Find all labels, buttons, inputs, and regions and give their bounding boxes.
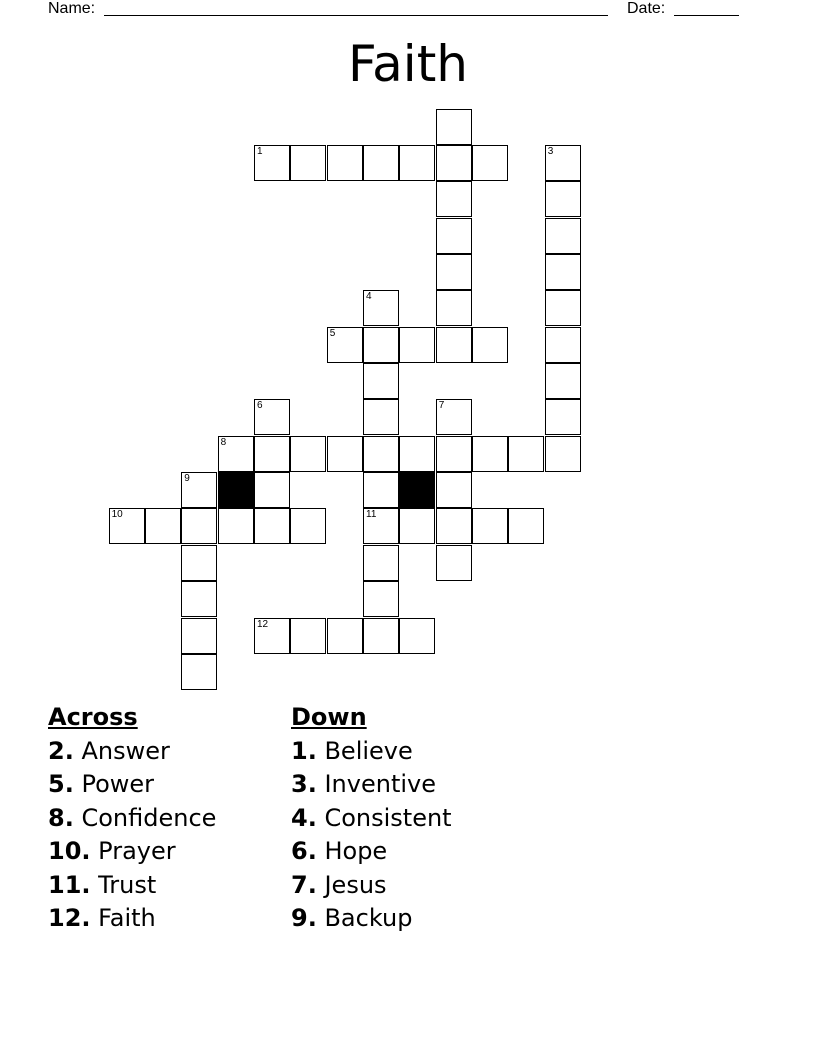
crossword-cell[interactable] [545, 436, 581, 472]
crossword-cell[interactable] [508, 508, 544, 544]
crossword-cell[interactable] [254, 399, 290, 435]
clue-text: Confidence [81, 803, 217, 832]
crossword-cell[interactable] [436, 508, 472, 544]
crossword-cell[interactable] [363, 290, 399, 326]
crossword-cell[interactable] [327, 145, 363, 181]
crossword-cell[interactable] [290, 618, 326, 654]
clue-number: 12. [48, 904, 91, 932]
clue-text: Power [81, 770, 155, 798]
crossword-cell[interactable] [181, 545, 217, 581]
cell-number: 12 [257, 618, 269, 630]
clue-number: 6. [291, 837, 317, 865]
crossword-cell[interactable] [363, 545, 399, 581]
crossword-cell[interactable] [399, 508, 435, 544]
down-clue [291, 869, 452, 903]
clue-text: Trust [98, 870, 157, 899]
across-heading: Across [48, 703, 138, 731]
crossword-cell[interactable] [363, 145, 399, 181]
clue-text: Answer [81, 736, 170, 765]
crossword-cell[interactable] [181, 508, 217, 544]
crossword-cell[interactable] [363, 508, 399, 544]
clue-text: Backup [324, 904, 413, 932]
crossword-cell[interactable] [290, 145, 326, 181]
clue-number: 4. [291, 803, 317, 832]
crossword-cell[interactable] [145, 508, 181, 544]
crossword-cell[interactable] [254, 145, 290, 181]
crossword-cell[interactable] [327, 618, 363, 654]
down-heading: Down [291, 703, 367, 731]
across-clues [48, 701, 216, 936]
crossword-cell[interactable] [436, 290, 472, 326]
date-label: Date: [627, 0, 666, 17]
clue-text: Consistent [324, 803, 452, 832]
crossword-cell[interactable] [363, 436, 399, 472]
clue-text: Jesus [324, 870, 387, 899]
cell-number: 8 [220, 436, 227, 448]
across-clue [48, 835, 216, 869]
cell-number: 11 [366, 509, 377, 521]
clue-text: Prayer [98, 837, 176, 865]
crossword-block-cell [399, 472, 435, 508]
down-clue [291, 735, 452, 769]
crossword-cell[interactable] [436, 327, 472, 363]
crossword-cell[interactable] [363, 581, 399, 617]
cell-number: 10 [111, 509, 123, 521]
crossword-cell[interactable] [436, 545, 472, 581]
cell-number: 1 [257, 145, 263, 157]
crossword-cell[interactable] [436, 436, 472, 472]
crossword-cell[interactable] [545, 254, 581, 290]
crossword-cell[interactable] [545, 327, 581, 363]
across-clue [48, 735, 216, 769]
crossword-cell[interactable] [472, 436, 508, 472]
crossword-cell[interactable] [109, 508, 145, 544]
cell-number: 6 [257, 400, 263, 412]
cell-number: 9 [184, 473, 190, 485]
crossword-cell[interactable] [399, 436, 435, 472]
clue-number: 10. [48, 837, 91, 865]
crossword-cell[interactable] [290, 508, 326, 544]
clue-number: 2. [48, 736, 74, 765]
down-clue [291, 802, 452, 836]
crossword-cell[interactable] [436, 399, 472, 435]
crossword-cell[interactable] [363, 327, 399, 363]
crossword-cell[interactable] [254, 508, 290, 544]
crossword-cell[interactable] [545, 290, 581, 326]
crossword-cell[interactable] [181, 472, 217, 508]
down-clue [291, 902, 452, 936]
crossword-cell[interactable] [327, 327, 363, 363]
clue-number: 5. [48, 770, 74, 798]
down-clue [291, 835, 452, 869]
cell-number: 4 [366, 291, 372, 303]
crossword-cell[interactable] [181, 654, 217, 690]
crossword-cell[interactable] [363, 472, 399, 508]
crossword-cell[interactable] [363, 399, 399, 435]
cell-number: 7 [438, 400, 445, 412]
crossword-cell[interactable] [254, 618, 290, 654]
crossword-cell[interactable] [436, 472, 472, 508]
crossword-cell[interactable] [218, 508, 254, 544]
clue-number: 3. [291, 770, 317, 798]
clue-number: 1. [291, 736, 317, 765]
cell-number: 3 [547, 145, 554, 157]
crossword-cell[interactable] [399, 618, 435, 654]
crossword-cell[interactable] [363, 618, 399, 654]
crossword-cell[interactable] [508, 436, 544, 472]
clue-text: Believe [324, 736, 413, 765]
crossword-cell[interactable] [472, 145, 508, 181]
crossword-cell[interactable] [436, 145, 472, 181]
crossword-cell[interactable] [436, 254, 472, 290]
crossword-cell[interactable] [181, 618, 217, 654]
crossword-cell[interactable] [545, 218, 581, 254]
clue-text: Hope [324, 837, 388, 865]
crossword-cell[interactable] [327, 436, 363, 472]
clue-number: 11. [48, 870, 91, 899]
clue-number: 7. [291, 870, 317, 899]
clue-text: Faith [98, 904, 156, 932]
crossword-cell[interactable] [436, 181, 472, 217]
crossword-cell[interactable] [545, 181, 581, 217]
puzzle-title: Faith [348, 35, 468, 93]
crossword-cell[interactable] [218, 436, 254, 472]
crossword-block-cell [218, 472, 254, 508]
crossword-cell[interactable] [545, 399, 581, 435]
crossword-cell[interactable] [436, 218, 472, 254]
crossword-cell[interactable] [545, 363, 581, 399]
clue-text: Inventive [324, 770, 436, 798]
crossword-cell[interactable] [363, 363, 399, 399]
crossword-cell[interactable] [290, 436, 326, 472]
crossword-cell[interactable] [181, 581, 217, 617]
crossword-cell[interactable] [399, 145, 435, 181]
crossword-cell[interactable] [399, 327, 435, 363]
clue-number: 8. [48, 803, 74, 832]
name-label: Name: [48, 0, 96, 17]
down-clue [291, 768, 452, 802]
crossword-cell[interactable] [545, 145, 581, 181]
across-clue [48, 768, 216, 802]
crossword-cell[interactable] [472, 327, 508, 363]
across-clue [48, 802, 216, 836]
crossword-cell[interactable] [472, 508, 508, 544]
cell-number: 5 [329, 327, 336, 339]
crossword-cell[interactable] [436, 109, 472, 145]
across-clue [48, 902, 216, 936]
across-clue [48, 869, 216, 903]
clue-number: 9. [291, 904, 317, 932]
crossword-cell[interactable] [254, 436, 290, 472]
crossword-cell[interactable] [254, 472, 290, 508]
down-clues [291, 701, 452, 936]
